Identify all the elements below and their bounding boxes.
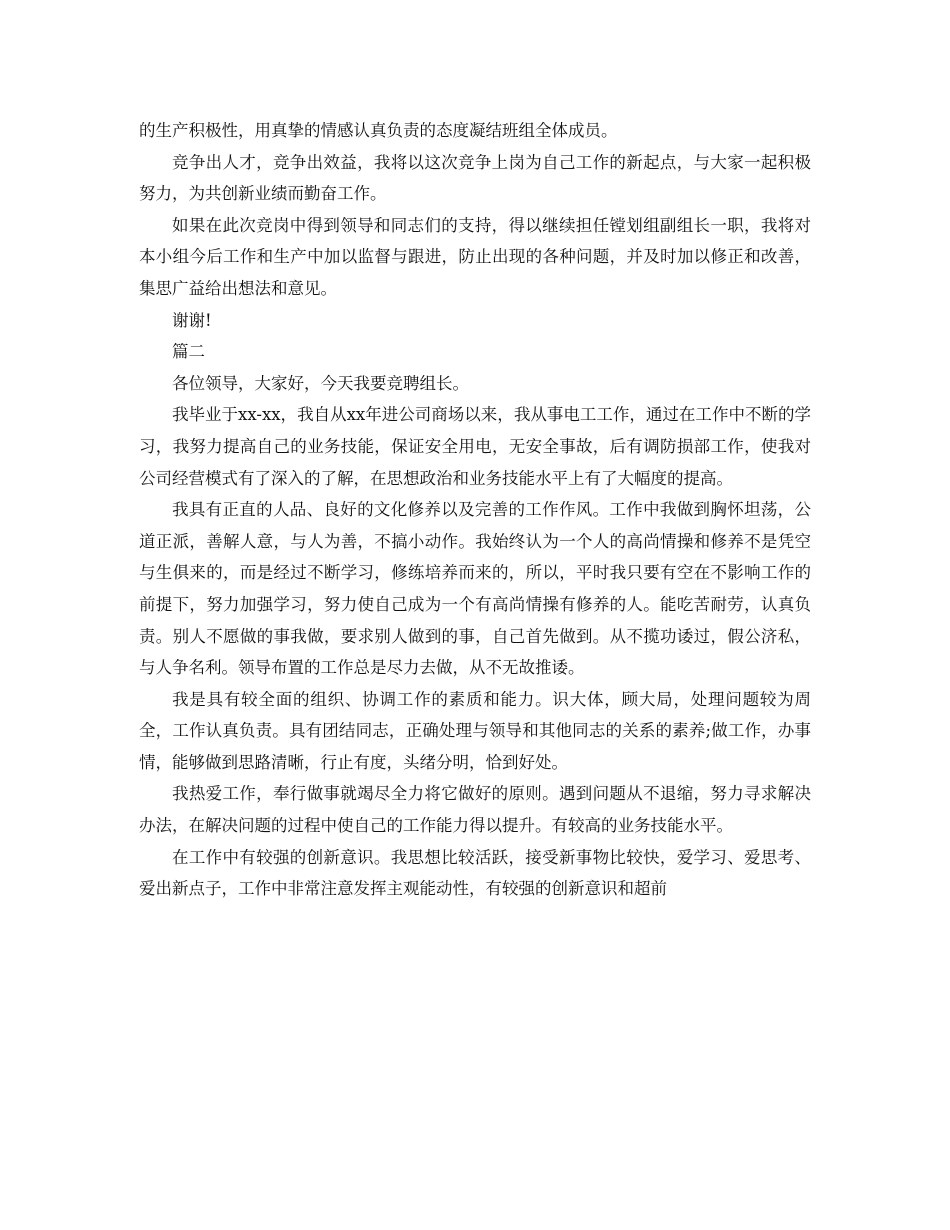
paragraph-thanks: 谢谢!: [172, 310, 212, 330]
section-heading: 篇二: [172, 342, 205, 362]
paragraph-if-supported: 如果在此次竞岗中得到领导和同志们的支持，得以继续担任镗划组副组长一职，我将对本小组今后工作和生产中加以监督与跟进，防止出现的各种问题，并及时加以修正和改善，集思广益给出想法和意见。: [139, 215, 811, 298]
document-body: [139, 115, 811, 905]
paragraph-dedication: 我热爱工作，奉行做事就竭尽全力将它做好的原则。遇到问题从不退缩，努力寻求解决办法，在解决问题的过程中使自己的工作能力得以提升。有较高的业务技能水平。: [139, 784, 811, 836]
paragraph-continued: 的生产积极性，用真挚的情感认真负责的态度凝结班组全体成员。: [139, 121, 618, 140]
paragraph-character: 我具有正直的人品、良好的文化修养以及完善的工作作风。工作中我做到胸怀坦荡，公道正派，善解人意，与人为善，不搞小动作。我始终认为一个人的高尚情操和修养不是凭空与生俱来的，而是经过不断学习，修练培养而来的，所以，平时我只要有空在不影响工作的前提下，努力加强学习，努力使自己成为一个有高尚情操有修养的人。能吃苦耐劳，认真负责。别人不愿做的事我做，要求别人做到的事，自己首先做到。从不揽功诿过，假公济私，与人争名利。领导布置的工作总是尽力去做，从不无故推诿。: [139, 500, 811, 678]
paragraph-greeting: 各位领导，大家好，今天我要竞聘组长。: [172, 373, 469, 393]
paragraph-organization: 我是具有较全面的组织、协调工作的素质和能力。识大体，顾大局，处理问题较为周全，工作认真负责。具有团结同志，正确处理与领导和其他同志的关系的素养;做工作，办事情，能够做到思路清晰，行止有度，头绪分明，恰到好处。: [139, 689, 811, 772]
paragraph-innovation: 在工作中有较强的创新意识。我思想比较活跃，接受新事物比较快，爱学习、爱思考、爱出新点子，工作中非常注意发挥主观能动性，有较强的创新意识和超前: [139, 847, 811, 899]
paragraph-background: 我毕业于xx-xx，我自从xx年进公司商场以来，我从事电工工作，通过在工作中不断的学习，我努力提高自己的业务技能，保证安全用电，无安全事故，后有调防损部工作，使我对公司经营模式有了深入的了解，在思想政治和业务技能水平上有了大幅度的提高。: [139, 405, 811, 488]
paragraph-competition: 竞争出人才，竞争出效益，我将以这次竞争上岗为自己工作的新起点，与大家一起积极努力，为共创新业绩而勤奋工作。: [139, 152, 811, 204]
